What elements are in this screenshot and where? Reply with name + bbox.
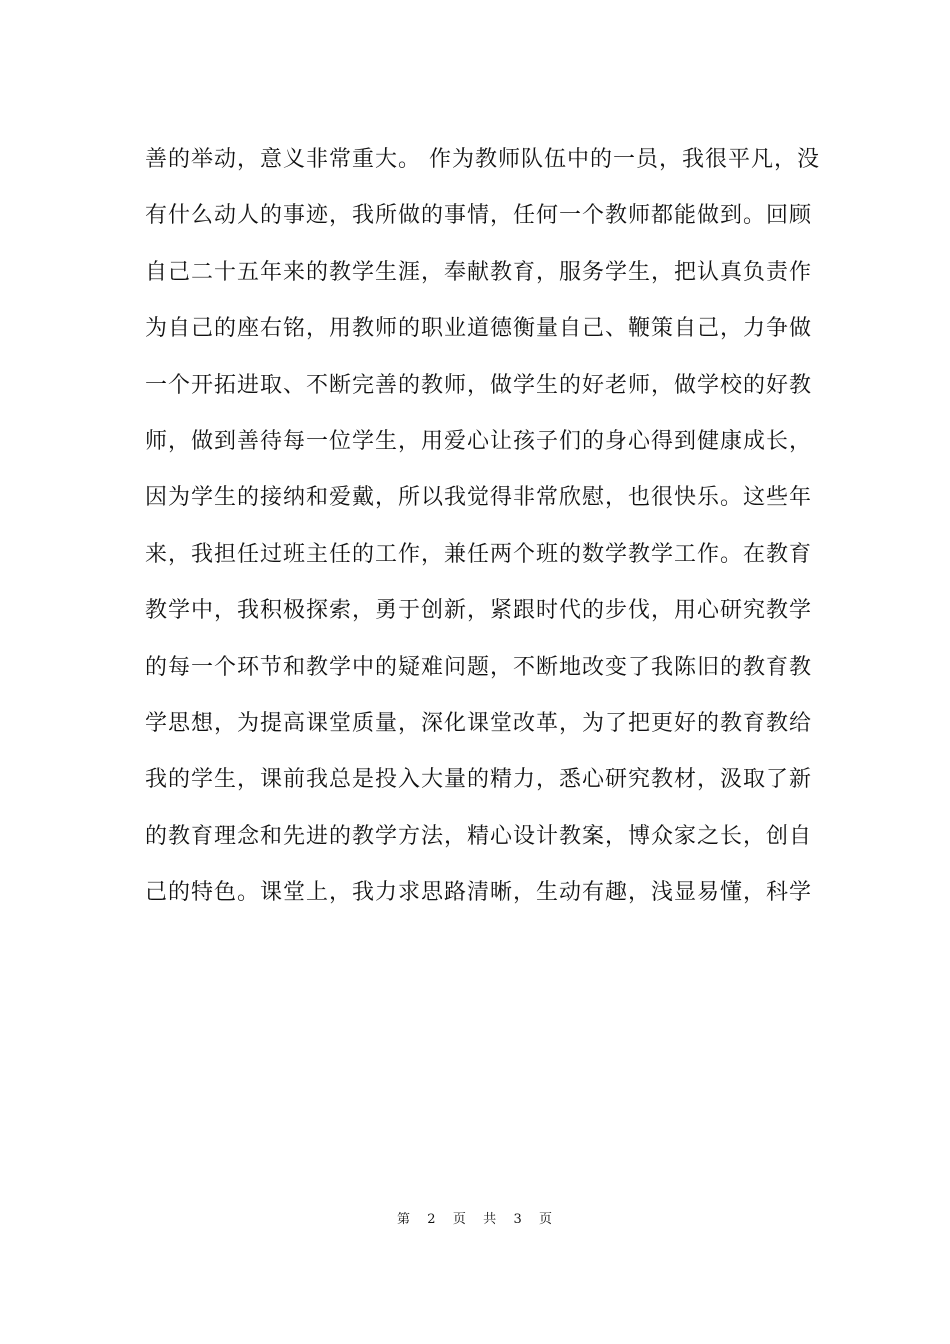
text-line: 因为学生的接纳和爱戴，所以我觉得非常欣慰，也很快乐。这些年 bbox=[145, 485, 813, 511]
footer-current-page: 2 bbox=[427, 1212, 437, 1227]
text-line: 学思想，为提高课堂质量，深化课堂改革，为了把更好的教育教给 bbox=[145, 710, 813, 736]
text-line: 的每一个环节和教学中的疑难问题，不断地改变了我陈旧的教育教 bbox=[145, 654, 813, 680]
footer-total-pages: 3 bbox=[513, 1212, 523, 1227]
text-line: 有什么动人的事迹，我所做的事情，任何一个教师都能做到。回顾 bbox=[145, 203, 813, 229]
footer-page-word: 页 bbox=[452, 1212, 467, 1227]
text-line: 教学中，我积极探索，勇于创新，紧跟时代的步伐，用心研究教学 bbox=[145, 598, 813, 624]
footer-suffix: 页 bbox=[539, 1212, 554, 1227]
text-line: 一个开拓进取、不断完善的教师，做学生的好老师，做学校的好教 bbox=[145, 372, 813, 398]
text-line: 自己二十五年来的教学生涯，奉献教育，服务学生，把认真负责作 bbox=[145, 259, 813, 285]
text-line: 为自己的座右铭，用教师的职业道德衡量自己、鞭策自己，力争做 bbox=[145, 316, 813, 342]
text-line: 师，做到善待每一位学生，用爱心让孩子们的身心得到健康成长， bbox=[145, 428, 813, 454]
text-line: 己的特色。课堂上，我力求思路清晰，生动有趣，浅显易懂，科学 bbox=[145, 880, 813, 906]
text-line: 来，我担任过班主任的工作，兼任两个班的数学教学工作。在教育 bbox=[145, 541, 813, 567]
text-line: 我的学生，课前我总是投入大量的精力，悉心研究教材，汲取了新 bbox=[145, 767, 813, 793]
body-text bbox=[145, 132, 835, 921]
page-footer bbox=[0, 1208, 950, 1227]
text-line: 的教育理念和先进的教学方法，精心设计教案，博众家之长，创自 bbox=[145, 823, 813, 849]
text-line: 善的举动，意义非常重大。 作为教师队伍中的一员，我很平凡，没 bbox=[145, 147, 820, 172]
footer-prefix: 第 bbox=[396, 1212, 411, 1227]
footer-total-word: 共 bbox=[483, 1212, 498, 1227]
